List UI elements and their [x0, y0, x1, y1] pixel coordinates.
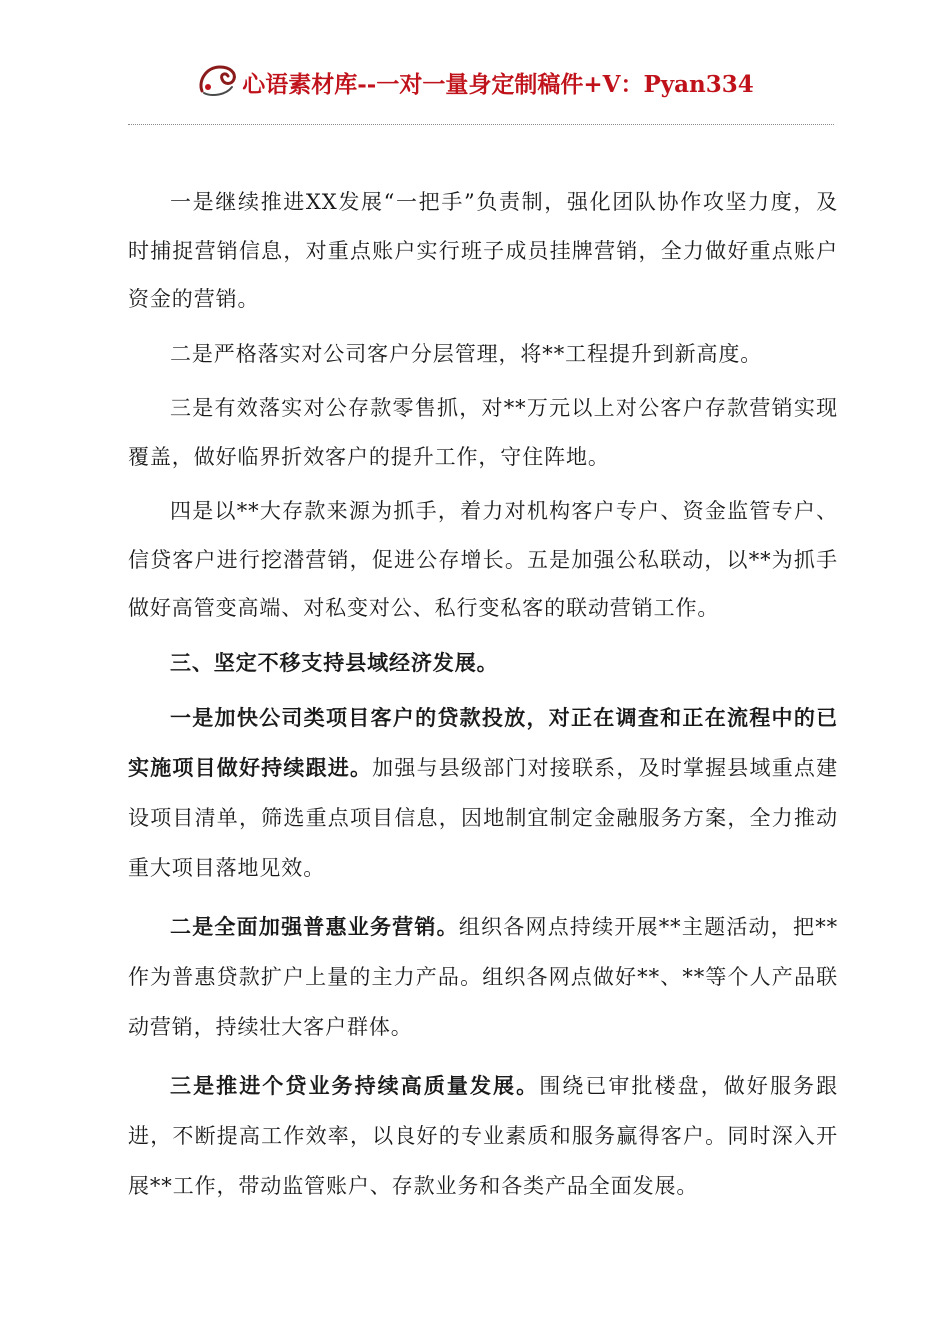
paragraph-1: 一是继续推进XX发展“一把手”负责制，强化团队协作攻坚力度，及时捕捉营销信息，对重点账户实行班子成员挂牌营销，全力做好重点账户资金的营销。	[128, 190, 838, 311]
section-heading: 三、坚定不移支持县域经济发展。	[170, 649, 499, 675]
paragraph-7-body: 围绕已审批楼盘，做好服务跟进，不断提高工作效率，以良好的专业素质和服务赢得客户。同时深入开展**工作，带动监管账户、存款业务和各类产品全面发展。	[128, 1074, 838, 1198]
paragraph-7	[128, 1061, 838, 1211]
header-divider	[128, 124, 834, 125]
paragraph-6-lead: 二是全面加强普惠业务营销。	[170, 914, 459, 939]
paragraph-4: 四是以**大存款来源为抓手，着力对机构客户专户、资金监管专户、信贷客户进行挖潜营销，促进公存增长。五是加强公私联动，以**为抓手做好高管变高端、对私变对公、私行变私客的联动营销工作。	[128, 499, 838, 620]
document-body	[128, 178, 838, 1220]
paragraph-5-body: 加强与县级部门对接联系，及时掌握县域重点建设项目清单，筛选重点项目信息，因地制宜制定金融服务方案，全力推动重大项目落地见效。	[128, 756, 838, 880]
paragraph-3: 三是有效落实对公存款零售抓，对**万元以上对公客户存款营销实现覆盖，做好临界折效客户的提升工作，守住阵地。	[128, 396, 838, 469]
paragraph-6	[128, 902, 838, 1052]
header-title: 心语素材库--一对一量身定制稿件+V：Pyan334	[242, 70, 754, 98]
paragraph-5	[128, 693, 838, 893]
page-header	[0, 60, 950, 104]
paragraph-5-lead: 一是加快公司类项目客户的贷款投放，对正在调查和正在流程中的已实施项目做好持续跟进。	[128, 705, 838, 780]
paragraph-7-lead: 三是推进个贷业务持续高质量发展。	[170, 1073, 540, 1098]
swirl-logo-icon	[196, 61, 240, 99]
paragraph-6-body: 组织各网点持续开展**主题活动，把**作为普惠贷款扩户上量的主力产品。组织各网点做好**、**等个人产品联动营销，持续壮大客户群体。	[128, 915, 838, 1039]
paragraph-2: 二是严格落实对公司客户分层管理，将**工程提升到新高度。	[170, 341, 763, 366]
